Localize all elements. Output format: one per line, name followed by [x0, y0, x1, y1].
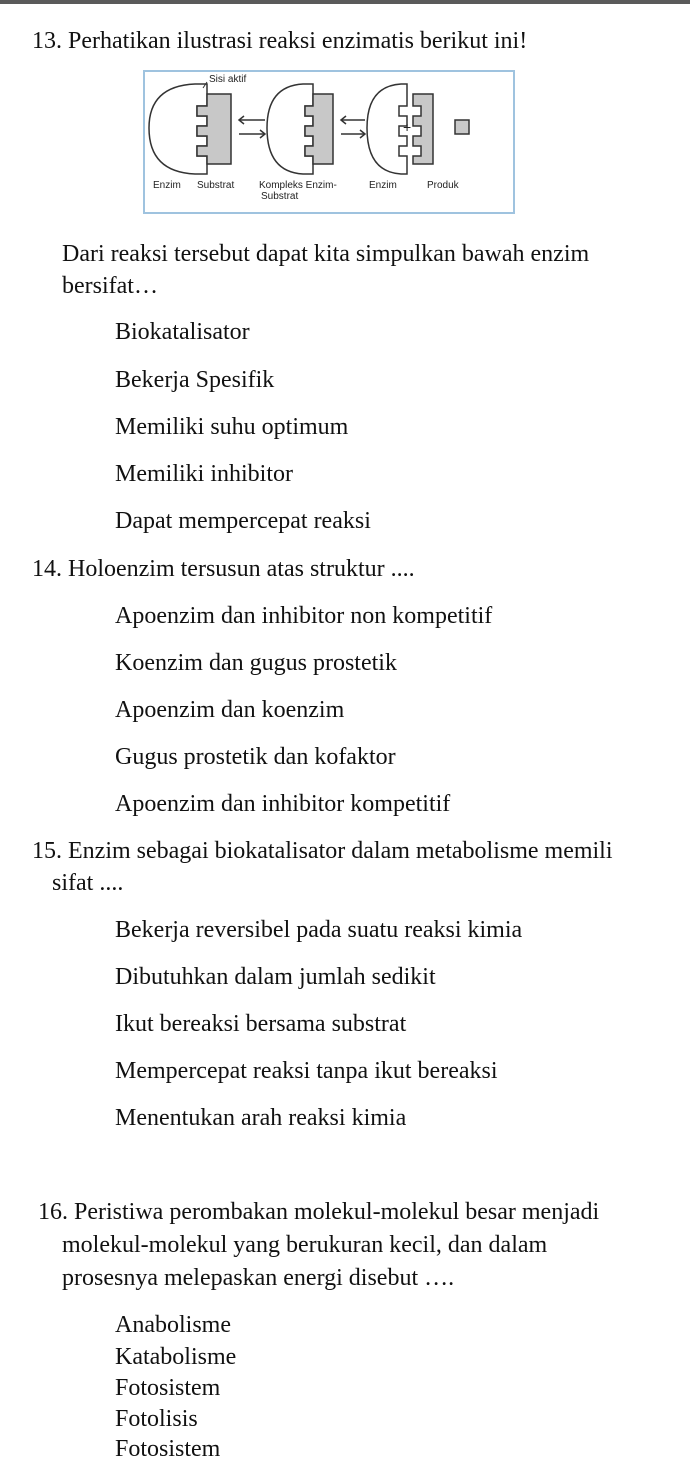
question-16-line2: molekul-molekul yang berukuran kecil, dan dalam [62, 1232, 548, 1258]
q14-option-3[interactable]: Apoenzim dan koenzim [115, 697, 345, 723]
q15-option-3[interactable]: Ikut bereaksi bersama substrat [115, 1011, 407, 1037]
q16-option-5[interactable]: Fotosistem [115, 1436, 221, 1462]
free-enzyme [367, 84, 407, 174]
label-substrat: Substrat [197, 180, 235, 191]
label-produk: Produk [427, 180, 459, 191]
enzyme-reaction-diagram [143, 70, 515, 214]
enzyme-reaction-illustration [145, 72, 513, 212]
q14-option-2[interactable]: Koenzim dan gugus prostetik [115, 650, 397, 676]
q13-option-1[interactable]: Biokatalisator [115, 319, 250, 345]
q15-option-5[interactable]: Menentukan arah reaksi kimia [115, 1105, 407, 1131]
q13-option-5[interactable]: Dapat mempercepat reaksi [115, 508, 371, 534]
q15-option-2[interactable]: Dibutuhkan dalam jumlah sedikit [115, 964, 436, 990]
q15-option-4[interactable]: Mempercepat reaksi tanpa ikut bereaksi [115, 1058, 498, 1084]
label-enzim-2: Enzim [369, 180, 397, 191]
question-15-line2: sifat .... [52, 870, 124, 896]
label-enzim: Enzim [153, 180, 181, 191]
top-border-line [0, 0, 690, 4]
q13-stem-line2: bersifat… [62, 273, 158, 299]
q16-option-3[interactable]: Fotosistem [115, 1375, 221, 1401]
plus-sign: + [403, 119, 412, 135]
question-14: 14. Holoenzim tersusun atas struktur .... [32, 556, 415, 582]
q15-option-1[interactable]: Bekerja reversibel pada suatu reaksi kimia [115, 917, 523, 943]
q13-option-2[interactable]: Bekerja Spesifik [115, 367, 275, 393]
question-16-line3: prosesnya melepaskan energi disebut …. [62, 1265, 455, 1291]
q16-option-1[interactable]: Anabolisme [115, 1312, 231, 1338]
q14-option-5[interactable]: Apoenzim dan inhibitor kompetitif [115, 791, 451, 817]
reversible-arrows-2 [341, 116, 365, 138]
label-kompleks: Kompleks Enzim- [259, 180, 337, 191]
label-kompleks-substrat: Substrat [261, 191, 299, 202]
q16-option-2[interactable]: Katabolisme [115, 1344, 237, 1370]
active-site-label: Sisi aktif [209, 74, 247, 85]
question-16-line1: 16. Peristiwa perombakan molekul-molekul besar menjadi [38, 1199, 600, 1225]
q16-option-4[interactable]: Fotolisis [115, 1406, 198, 1432]
q13-stem-line1: Dari reaksi tersebut dapat kita simpulkan bawah enzim [62, 241, 590, 267]
q14-option-1[interactable]: Apoenzim dan inhibitor non kompetitif [115, 603, 493, 629]
enzyme-substrate-left [149, 82, 231, 174]
q13-option-4[interactable]: Memiliki inhibitor [115, 461, 293, 487]
q13-option-3[interactable]: Memiliki suhu optimum [115, 414, 349, 440]
enzyme-substrate-complex [267, 84, 333, 174]
question-15-line1: 15. Enzim sebagai biokatalisator dalam metabolisme memili [32, 838, 613, 864]
product [413, 94, 469, 164]
q14-option-4[interactable]: Gugus prostetik dan kofaktor [115, 744, 396, 770]
reversible-arrows-1 [239, 116, 265, 138]
question-13: 13. Perhatikan ilustrasi reaksi enzimatis berikut ini! [32, 28, 528, 54]
